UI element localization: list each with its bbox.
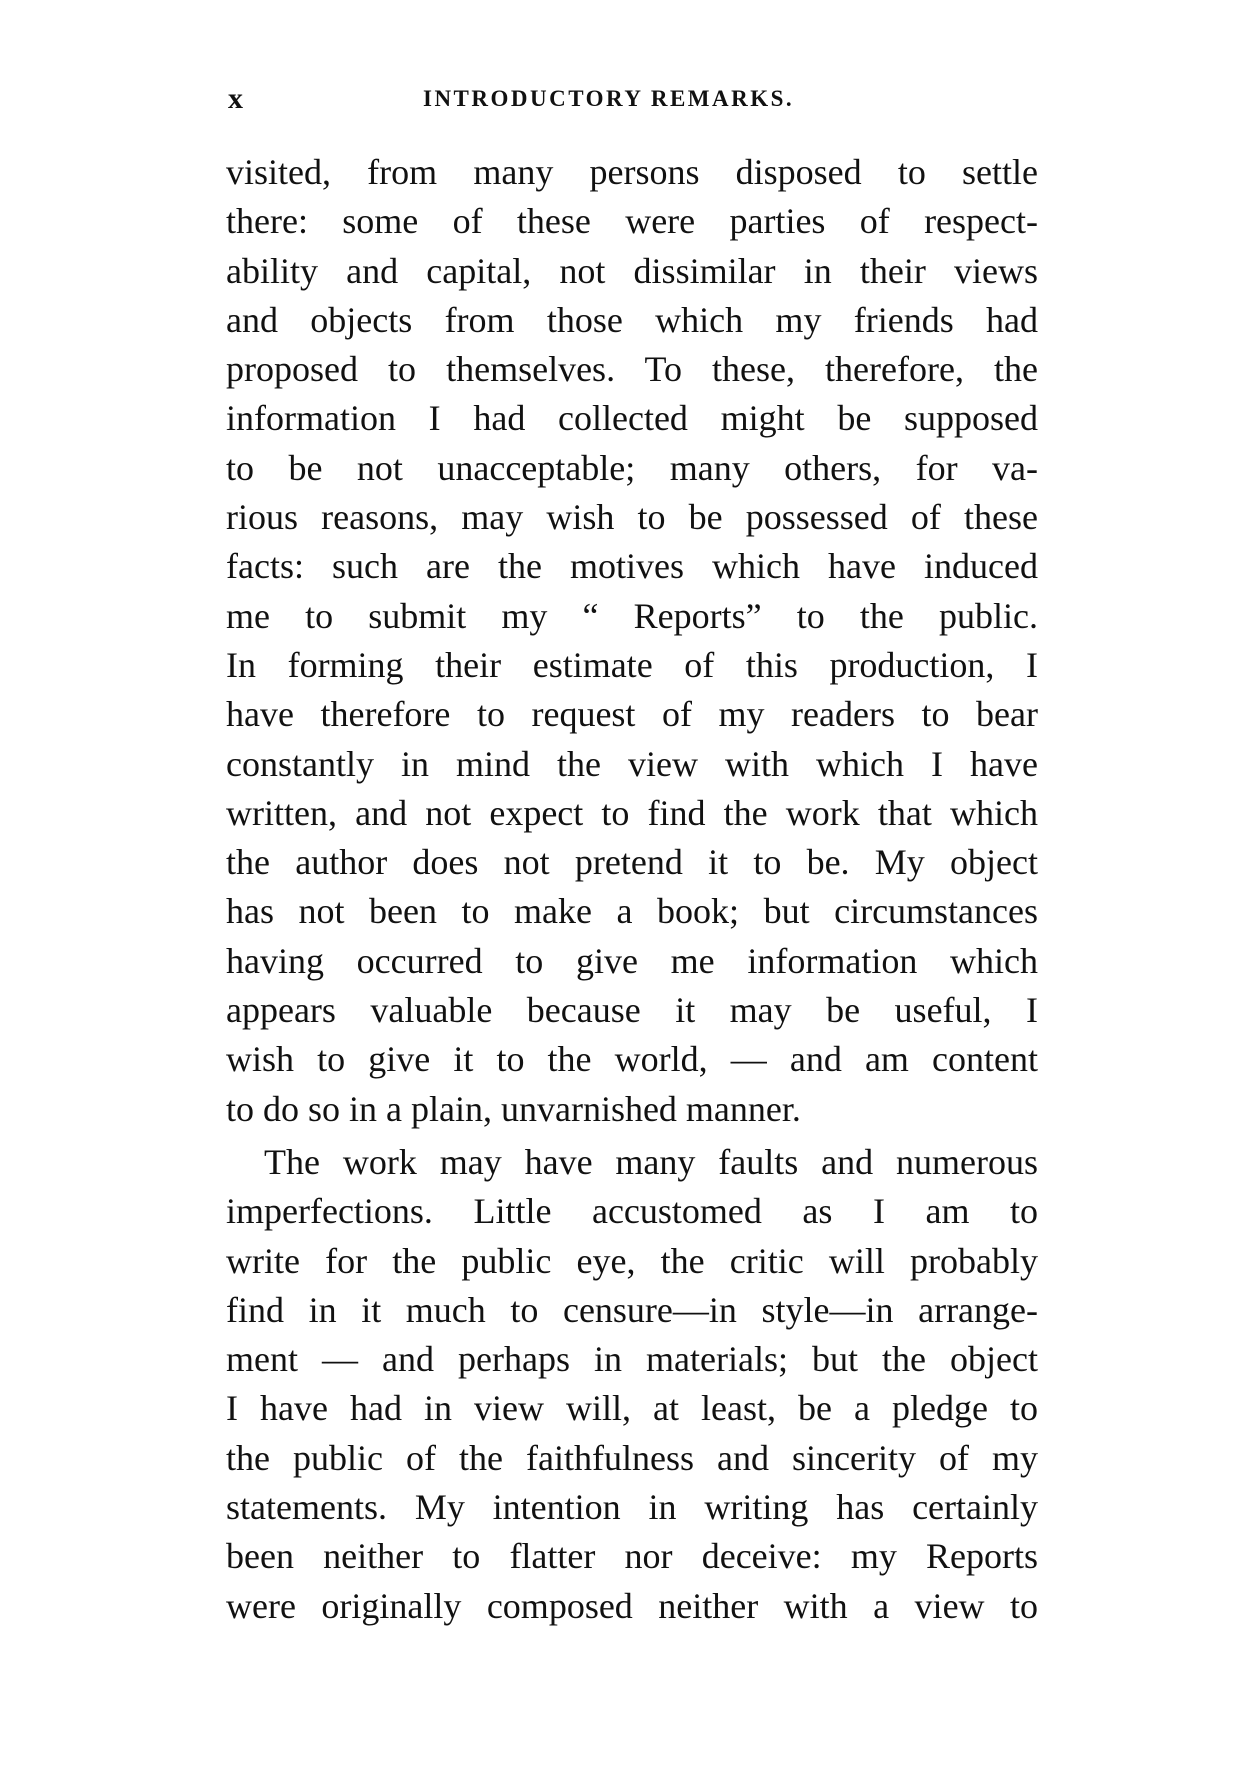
text-line: written, and not expect to find the work that which <box>226 792 1038 833</box>
text-line: information I had collected might be supposed <box>226 398 1038 439</box>
text-line: imperfections. Little accustomed as I am to <box>226 1191 1038 1232</box>
text-line: and objects from those which my friends had <box>226 299 1038 340</box>
paragraph-2 <box>226 1138 1038 1631</box>
text-line: proposed to themselves. To these, therefore, the <box>226 349 1038 390</box>
text-line: facts: such are the motives which have induced <box>226 546 1038 587</box>
text-line: been neither to flatter nor deceive: my Reports <box>226 1536 1038 1577</box>
text-line: me to submit my “ Reports” to the public. <box>226 595 1038 636</box>
text-line: were originally composed neither with a view to <box>226 1585 1038 1626</box>
page-header <box>228 82 1038 118</box>
text-line: write for the public eye, the critic will probably <box>226 1240 1038 1281</box>
page-number: x <box>228 82 244 115</box>
text-line: has not been to make a book; but circumstances <box>226 891 1038 932</box>
text-line: to be not unacceptable; many others, for va- <box>226 447 1038 488</box>
text-line: The work may have many faults and numerous <box>264 1141 1038 1182</box>
text-line: have therefore to request of my readers to bear <box>226 694 1038 735</box>
text-line: ability and capital, not dissimilar in their views <box>226 250 1038 291</box>
text-line: visited, from many persons disposed to settle <box>226 152 1038 192</box>
text-line: having occurred to give me information which <box>226 940 1038 981</box>
text-line: the author does not pretend it to be. My object <box>226 842 1038 883</box>
running-head: INTRODUCTORY REMARKS. <box>423 86 795 111</box>
text-line: constantly in mind the view with which I have <box>226 743 1038 784</box>
text-line: statements. My intention in writing has certainly <box>226 1487 1038 1528</box>
paragraph-1 <box>226 148 1038 1134</box>
text-line: the public of the faithfulness and sincerity of my <box>226 1437 1038 1478</box>
text-line: there: some of these were parties of respect- <box>226 201 1038 242</box>
text-line: rious reasons, may wish to be possessed of these <box>226 497 1038 538</box>
body-text <box>226 148 1038 1631</box>
text-line: In forming their estimate of this production, I <box>226 644 1038 685</box>
text-line: find in it much to censure—in style—in arrange- <box>226 1289 1038 1330</box>
text-line: I have had in view will, at least, be a pledge to <box>226 1388 1038 1429</box>
text-line: to do so in a plain, unvarnished manner. <box>226 1088 801 1129</box>
text-line: wish to give it to the world, — and am content <box>226 1039 1038 1080</box>
text-line: appears valuable because it may be useful, I <box>226 990 1038 1031</box>
text-line: ment — and perhaps in materials; but the object <box>226 1339 1038 1380</box>
